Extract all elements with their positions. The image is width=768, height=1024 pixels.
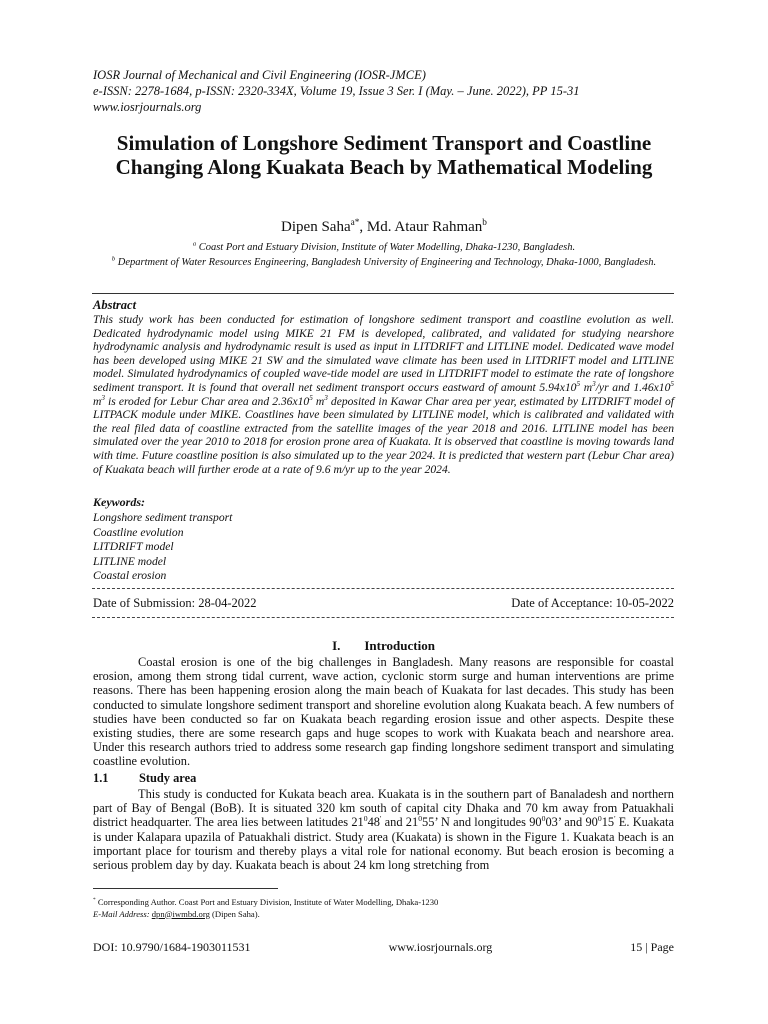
author-2-marker: b bbox=[482, 218, 487, 228]
abstract-top-rule bbox=[92, 293, 674, 294]
author-1-marker: a* bbox=[350, 218, 360, 228]
keyword-item: Coastline evolution bbox=[93, 525, 184, 539]
footnote bbox=[93, 897, 674, 920]
footnote-marker: * bbox=[93, 897, 96, 904]
author-2: Md. Ataur Rahman bbox=[366, 219, 483, 235]
email-label: E-Mail Address: bbox=[93, 908, 150, 919]
abstract-text: This study work has been conducted for estimation of longshore sediment transport and coastline evolution as well. Dedicated hydrodynamic model using MIKE 21 FM is developed, calibrated, and validated for studying nearshore hydrodynamic analysis and hydrodynamic result is used as input in LITDRIFT and LITLINE model. Dedicated wave model has been developed using MIKE 21 SW and the simulated wave climate has been used in LITDRIFT model and LITLINE model. Simulated hydrodynamics of coupled wave-tide model are used in LITDRIFT model to estimate the rate of longshore sediment transport. It is found that overall net sediment transport occurs eastward of amount $5.94x10^5$ $m^3/yr$ and $1.46x10^5$ $m^3$ is eroded for Lebur Char area and $2.36x10^5$ $m^3$ deposited in Kawar Char area per year, estimated by LITDRIFT model of LITPACK module under MIKE. Coastlines have been simulated by LITLINE model, which is calibrated and validated with the real filed data of coastline extracted from the satellite images of the year 2018 and 2016. LITLINE model has been simulated over the year 2010 to 2018 for erosion prone area of Kuakata. It is observed that coastline is moving towards land with time. Future coastline position is also simulated up to the year 2024. It is predicted that western part (Lebur Char area) of Kuakata beach will further erode at a rate of 9.6 m/yr up to the year 2024. bbox=[93, 313, 674, 476]
keyword-item: LITLINE model bbox=[93, 554, 167, 568]
keyword-item: LITDRIFT model bbox=[93, 540, 174, 554]
affiliation-b-text: Department of Water Resources Engineering, Bangladesh University of Engineering and Technology, Dhaka-1000, Bangladesh. bbox=[115, 257, 657, 268]
affiliation-b-marker: b bbox=[111, 255, 116, 263]
keywords-list bbox=[93, 511, 232, 584]
footnote-rule bbox=[93, 888, 278, 889]
subsection-heading bbox=[93, 771, 196, 786]
affiliation-a bbox=[92, 241, 676, 255]
study-area-paragraph: This study is conducted for Kukata beach area. Kuakata is in the southern part of Banaladesh and northern part of Bay of Bengal (BoB). It is situated 320 km south of capital city Dhaka and 70 km away from Patuakhali district headquarter. The area lies between latitudes $21^048'$ and $21^055$’ N and longitudes $90^003$’ and $90^015'$ E. Kuakata is under Kalapara upazila of Patuakhali district. Study area (Kuakata) is shown in the Figure 1. Kuakata beach is an important place for tourism and thereby plays a vital role for national economy. But beach erosion is becoming a serious problem day by day. Kuakata beach is about 24 km long stretching from bbox=[93, 787, 674, 873]
footnote-line-1: * Corresponding Author. Coast Port and Estuary Division, Institute of Water Modelling, Dhaka-1230 bbox=[93, 897, 439, 907]
affiliation-a-marker: a bbox=[192, 240, 197, 248]
keyword-item: Coastal erosion bbox=[93, 569, 167, 583]
footer-doi: DOI: 10.9790/1684-1903011531 bbox=[93, 940, 251, 954]
section-title: Introduction bbox=[364, 638, 435, 653]
dashed-divider-top bbox=[92, 588, 674, 589]
journal-name: IOSR Journal of Mechanical and Civil Engineering (IOSR-JMCE) bbox=[93, 68, 426, 82]
author-separator: , bbox=[359, 219, 367, 235]
subsection-number: 1.1 bbox=[93, 771, 109, 785]
section-heading bbox=[93, 638, 674, 654]
dashed-divider-bottom bbox=[92, 617, 674, 618]
page-footer bbox=[93, 940, 674, 955]
paper-title: Simulation of Longshore Sediment Transport and Coastline Changing Along Kuakata Beach by Mathematical Modeling bbox=[115, 131, 653, 179]
journal-header bbox=[93, 67, 693, 115]
journal-url: www.iosrjournals.org bbox=[93, 100, 202, 114]
email-link[interactable]: dpn@iwmbd.org bbox=[151, 908, 210, 919]
footer-page-number: 15 | Page bbox=[630, 940, 674, 954]
footnote-line-2: E-Mail Address: dpn@iwmbd.org (Dipen Saha). bbox=[93, 908, 260, 919]
intro-paragraph: Coastal erosion is one of the big challenges in Bangladesh. Many reasons are responsible for coastal erosion, among them strong tidal current, wave action, cyclonic storm surge and human interventions are prime reasons. There has been happening erosion along the main beach of Kuakata for last decades. This study has been conducted to simulate longshore sediment transport and shoreline evolution along Kuakata beach. A few numbers of studies have been conducted so far on Kuakata beach regarding erosion issue and other aspects. Despite these existing studies, there are some research gaps and huge scopes to work with Kuakata beach and nearshore area. Under this research authors tried to address some research gap finding longshore sediment transport and simulating coastline evolution. bbox=[93, 655, 674, 769]
keyword-item: Longshore sediment transport bbox=[93, 511, 233, 524]
abstract-heading: Abstract bbox=[93, 298, 137, 312]
author-1: Dipen Saha bbox=[281, 219, 351, 235]
author-list bbox=[90, 219, 678, 236]
affiliation-a-text: Coast Port and Estuary Division, Institute of Water Modelling, Dhaka-1230, Bangladesh. bbox=[196, 242, 576, 253]
keywords-heading: Keywords: bbox=[93, 495, 145, 509]
acceptance-date: Date of Acceptance: 10-05-2022 bbox=[511, 596, 674, 610]
affiliation-b bbox=[92, 256, 676, 270]
section-number: I. bbox=[332, 638, 341, 653]
dates-row bbox=[93, 596, 674, 611]
subsection-title: Study area bbox=[139, 771, 197, 785]
footer-site: www.iosrjournals.org bbox=[388, 940, 493, 954]
submission-date: Date of Submission: 28-04-2022 bbox=[93, 596, 257, 610]
journal-issn: e-ISSN: 2278-1684, p-ISSN: 2320-334X, Volume 19, Issue 3 Ser. I (May. – June. 2022), PP 15-31 bbox=[93, 84, 580, 98]
